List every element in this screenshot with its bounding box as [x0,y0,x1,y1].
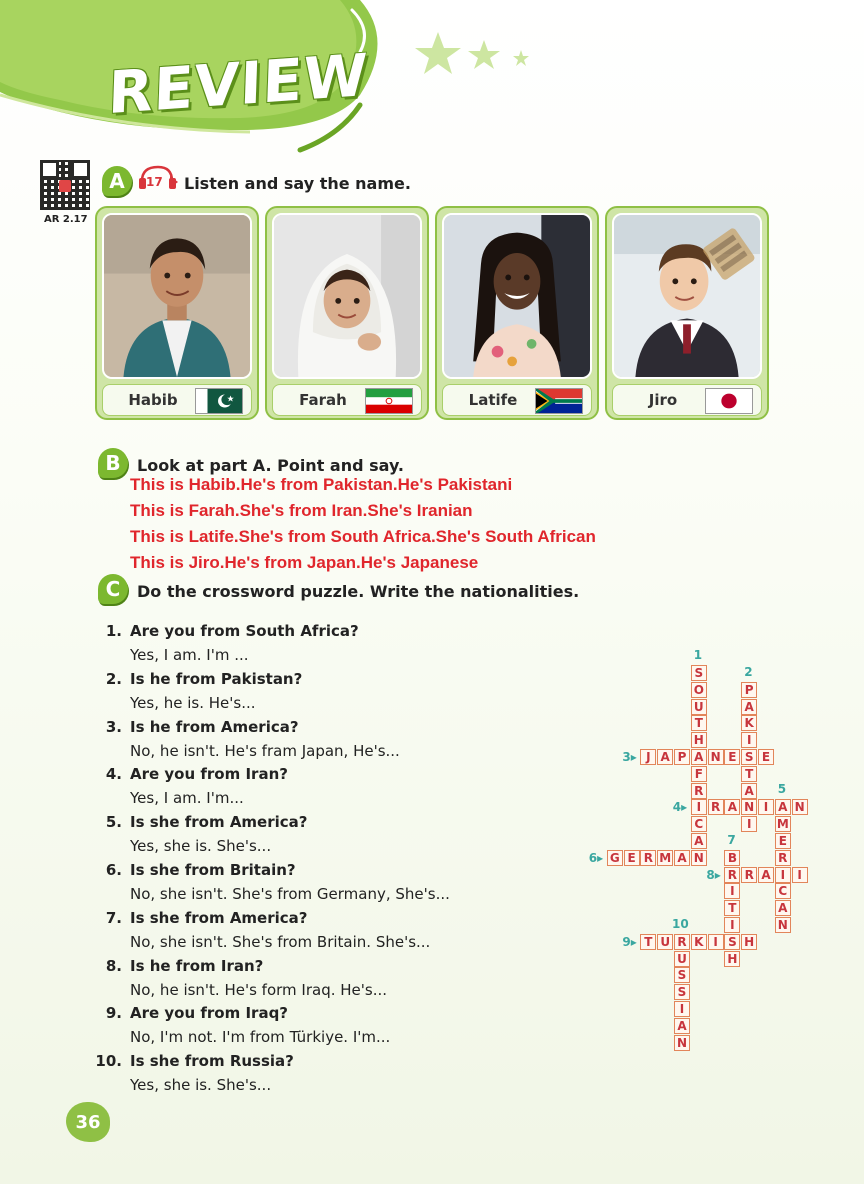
iran-flag-icon [365,388,413,414]
crossword-cell[interactable]: A [691,749,707,765]
name-plate [272,384,422,416]
question-text: Is he from Iran? [130,957,264,975]
crossword-cell[interactable]: R [640,850,656,866]
crossword-cell[interactable]: I [724,917,740,933]
crossword-cell[interactable]: S [674,967,690,983]
crossword-cell[interactable]: P [674,749,690,765]
crossword-cell[interactable]: U [691,699,707,715]
photo-habib [102,213,252,379]
card-name: Jiro [648,391,678,409]
crossword-cell[interactable]: J [640,749,656,765]
section-c-instruction: Do the crossword puzzle. Write the nationalities. [137,582,580,601]
star-icon [513,50,529,66]
photo-farah [272,213,422,379]
crossword-cell[interactable]: K [741,715,757,731]
question-response: Yes, he is. He's... [130,694,256,712]
crossword-cell[interactable]: U [657,934,673,950]
answer-line: This is Latife.She's from South Africa.She's South African [130,527,596,546]
crossword-cell[interactable]: A [775,900,791,916]
crossword-cell[interactable]: A [775,799,791,815]
crossword-cell[interactable]: S [691,665,707,681]
crossword-cell[interactable]: N [674,1035,690,1051]
question-text: Are you from South Africa? [130,622,359,640]
section-a-badge: A [102,166,132,196]
clue-number-1: 1 [693,648,703,662]
crossword-cell[interactable]: U [674,951,690,967]
crossword-cell[interactable]: R [708,799,724,815]
question-number: 2. [105,670,122,688]
name-plate [102,384,252,416]
question-response: Yes, she is. She's... [130,837,272,855]
crossword-cell[interactable]: R [691,783,707,799]
clue-number-4: 4▸ [672,800,688,815]
card-farah [265,206,429,420]
crossword-cell[interactable]: N [792,799,808,815]
page-title: REVIEW [107,40,370,128]
question-text: Are you from Iran? [130,765,288,783]
question-response: No, he isn't. He's fram Japan, He's... [130,742,400,760]
question-number: 9. [105,1004,122,1022]
question-number: 10. [95,1052,122,1070]
answer-line: This is Jiro.He's from Japan.He's Japanese [130,553,479,572]
clue-number-9: 9▸ [622,934,637,949]
question-number: 7. [105,909,122,927]
crossword-cell[interactable]: A [724,799,740,815]
photo-jiro [612,213,762,379]
crossword-cell[interactable]: M [657,850,673,866]
crossword-cell[interactable]: E [724,749,740,765]
question-number: 8. [105,957,122,975]
crossword-cell[interactable]: N [708,749,724,765]
crossword-cell[interactable]: E [758,749,774,765]
question-response: No, she isn't. She's from Britain. She's... [130,933,431,951]
question-response: Yes, I am. I'm ... [130,646,249,664]
question-number: 6. [105,861,122,879]
crossword-cell[interactable]: S [724,934,740,950]
crossword-cell[interactable]: S [741,749,757,765]
crossword-cell[interactable]: H [691,732,707,748]
question-text: Is she from America? [130,909,308,927]
answer-line: This is Habib.He's from Pakistan.He's Pakistani [130,475,513,494]
crossword-cell[interactable]: B [724,850,740,866]
question-number: 1. [105,622,122,640]
question-response: Yes, she is. She's... [130,1076,272,1094]
page-number: 36 [66,1102,110,1142]
crossword-cell[interactable]: A [674,850,690,866]
crossword-cell[interactable]: S [674,984,690,1000]
card-latife [435,206,599,420]
crossword-cell[interactable]: T [640,934,656,950]
section-b-instruction: Look at part A. Point and say. [137,456,404,475]
clue-number-3: 3▸ [622,750,637,764]
crossword-cell[interactable]: M [775,816,791,832]
question-number: 3. [105,718,122,736]
photo-latife [442,213,592,379]
name-plate [612,384,762,416]
pakistan-flag-icon [195,388,243,414]
crossword-cell[interactable]: R [775,850,791,866]
crossword-cell[interactable]: H [724,951,740,967]
card-habib [95,206,259,420]
crossword-cell[interactable]: R [724,867,740,883]
qr-center-icon [59,180,71,192]
question-text: Is he from Pakistan? [130,670,303,688]
crossword-cell[interactable]: K [691,934,707,950]
question-text: Are you from Iraq? [130,1004,289,1022]
crossword-cell[interactable]: I [741,732,757,748]
south-africa-flag-icon [535,388,583,414]
question-response: No, she isn't. She's from Germany, She's... [130,885,450,903]
crossword-cell[interactable]: G [607,850,623,866]
qr-code[interactable] [40,160,90,210]
question-response: No, he isn't. He's form Iraq. He's... [130,981,388,999]
section-b-badge: B [98,448,128,478]
crossword-cell[interactable]: T [691,715,707,731]
clue-number-10: 10 [672,916,689,931]
question-text: Is she from America? [130,813,308,831]
question-response: Yes, I am. I'm... [130,789,244,807]
question-text: Is she from Britain? [130,861,296,879]
question-number: 5. [105,813,122,831]
crossword-cell[interactable]: A [741,699,757,715]
answer-line: This is Farah.She's from Iran.She's Iranian [130,501,473,520]
name-plate [442,384,592,416]
crossword-cell[interactable]: C [775,883,791,899]
crossword-cell[interactable]: I [741,816,757,832]
clue-number-6: 6▸ [588,850,604,865]
card-jiro [605,206,769,420]
crossword-cell[interactable]: P [741,682,757,698]
section-c-badge: C [98,574,128,604]
clue-number-8: 8▸ [706,867,721,882]
crossword-cell[interactable]: I [674,1001,690,1017]
question-text: Is she from Russia? [130,1052,294,1070]
crossword-cell[interactable]: T [724,900,740,916]
play-icon[interactable] [170,176,178,188]
crossword-cell[interactable]: E [775,833,791,849]
crossword-cell[interactable]: R [674,934,690,950]
clue-number-2: 2 [744,664,753,679]
star-icon [415,32,461,74]
crossword-cell[interactable]: A [758,867,774,883]
crossword-cell[interactable]: A [674,1018,690,1034]
crossword-cell[interactable]: I [708,934,724,950]
card-name: Latife [468,391,518,409]
card-name: Farah [299,391,347,409]
star-icon [468,40,500,69]
question-response: No, I'm not. I'm from Türkiye. I'm... [130,1028,391,1046]
crossword-cell[interactable]: N [741,799,757,815]
crossword-puzzle [528,643,808,1063]
crossword-cell[interactable]: C [691,816,707,832]
crossword-cell[interactable]: O [691,682,707,698]
qr-label: AR 2.17 [44,214,88,225]
crossword-cell[interactable]: T [741,766,757,782]
crossword-cell[interactable]: I [724,883,740,899]
crossword-cell[interactable]: A [657,749,673,765]
crossword-cell[interactable]: I [775,867,791,883]
crossword-cell[interactable]: R [741,867,757,883]
crossword-cell[interactable]: N [691,850,707,866]
crossword-cell[interactable]: H [741,934,757,950]
crossword-cell[interactable]: A [691,833,707,849]
question-number: 4. [105,765,122,783]
crossword-cell[interactable]: E [624,850,640,866]
crossword-cell[interactable]: N [775,917,791,933]
japan-flag-icon [705,388,753,414]
audio-track-number: 17 [146,175,163,189]
clue-number-7: 7 [727,832,736,847]
crossword-cell[interactable]: A [741,783,757,799]
section-a-instruction: Listen and say the name. [184,174,411,193]
question-text: Is he from America? [130,718,299,736]
clue-number-5: 5 [777,782,787,797]
crossword-cell[interactable]: F [691,766,707,782]
crossword-cell[interactable]: I [691,799,707,815]
crossword-cell[interactable]: I [758,799,774,815]
card-name: Habib [128,391,178,409]
crossword-cell[interactable]: I [792,867,808,883]
